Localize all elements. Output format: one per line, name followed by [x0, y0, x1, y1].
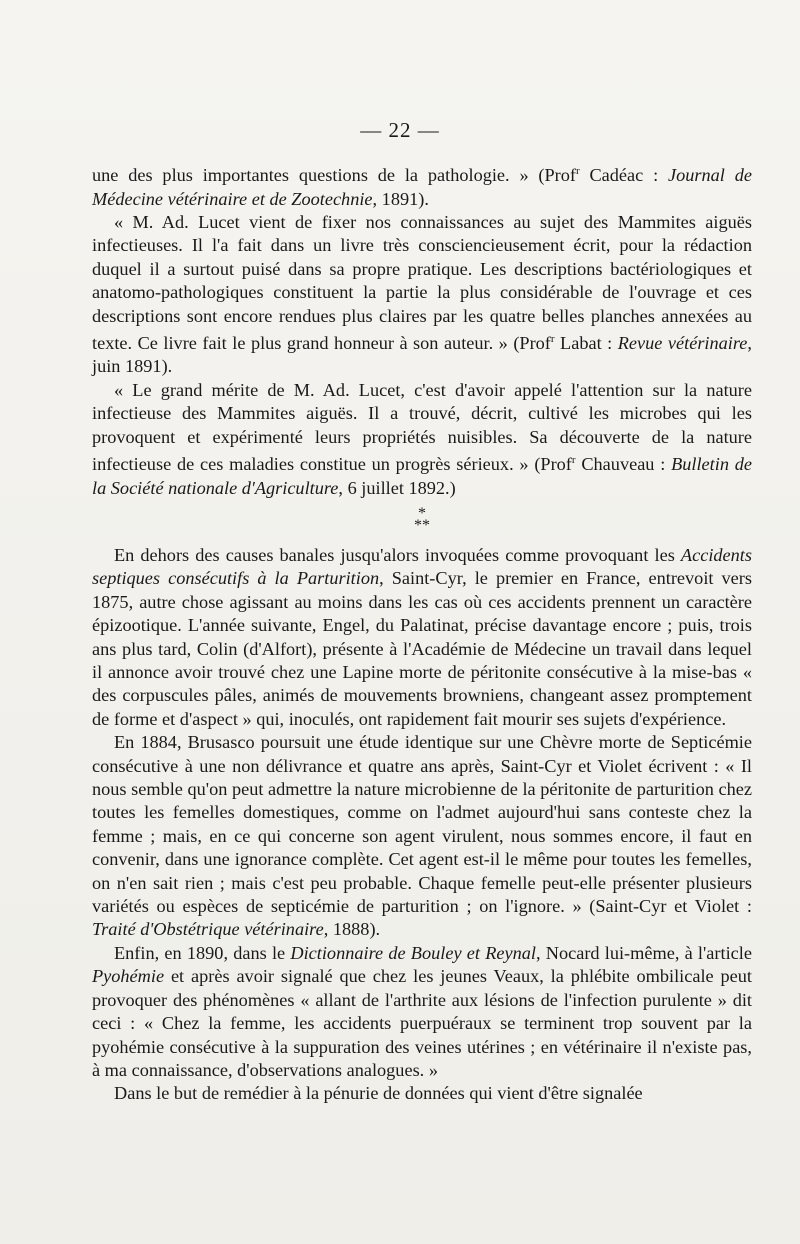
paragraph-nocard [92, 942, 752, 1082]
superscript: r [571, 454, 576, 467]
paragraph-chauveau-quote [92, 379, 752, 500]
superscript: r [550, 332, 555, 345]
paragraph-closing [92, 1082, 752, 1105]
page-number: — 22 — [360, 118, 440, 142]
italic-title: Revue vétérinaire [617, 333, 748, 354]
italic-title: Journal de Médecine vétérinaire et de Zootechnie [92, 165, 752, 209]
italic-title: Pyohémie [92, 966, 165, 987]
text-run: , 1891). [372, 188, 429, 209]
text-run: Labat : [554, 333, 618, 354]
section-separator [92, 500, 752, 544]
body-text [92, 160, 752, 1106]
italic-title: Traité d'Obstétrique vétérinaire [92, 919, 324, 940]
text-run: Chauveau : [575, 454, 672, 475]
text-run: , Nocard lui-même, à l'article [535, 942, 752, 963]
text-run: Cadéac : [579, 165, 669, 186]
text-run: En dehors des causes banales jusqu'alors invoquées comme provoquant les [114, 544, 681, 565]
italic-title: Accidents septiques consécutifs à la Parturition [92, 544, 752, 589]
paragraph-accidents-septiques [92, 544, 752, 731]
text-run: , 1888). [323, 919, 381, 940]
text-run: , 6 juillet 1892.) [338, 477, 456, 498]
paragraph-labat-quote [92, 211, 752, 379]
text-run: , juin 1891). [92, 333, 752, 377]
text-run: une des plus importantes questions de la pathologie. » (Prof [92, 165, 576, 186]
italic-title: Dictionnaire de Bouley et Reynal [290, 942, 536, 963]
text-run: « M. Ad. Lucet vient de fixer nos connaissances au sujet des Mammites aiguës infectieuses. Il l'a fait dans un livre très consciencieusement écrit, pour la rédaction duquel il a surtout puisé dans sa propre pratique. Les descriptions bactériologiques et anatomo-pathologiques constituent la partie la plus considérable de l'ouvrage et ces descriptions sont encore rendues plus claires par les quatre belles planches annexées au texte. Ce livre fait le plus grand honneur à son auteur. » (Prof [92, 211, 752, 354]
paragraph-brusasco [92, 731, 752, 942]
text-run: Dans le but de remédier à la pénurie de données qui vient d'être signalée [114, 1083, 643, 1104]
italic-title: Bulletin de la Société nationale d'Agriculture [92, 454, 752, 498]
text-run: Enfin, en 1890, dans le [114, 942, 291, 963]
paragraph-cadeac-quote [92, 160, 752, 211]
text-run: « Le grand mérite de M. Ad. Lucet, c'est d'avoir appelé l'attention sur la nature infectieuse des Mammites aiguës. Il a trouvé, décrit, cultivé les microbes qui les provoquent et expérimenté leurs propriétés nuisibles. Sa découverte de la nature infectieuse de ces maladies constitue un progrès sérieux. » (Prof [92, 379, 752, 475]
text-run: En 1884, Brusasco poursuit une étude identique sur une Chèvre morte de Septicémie consécutive à une non délivrance et quatre ans après, Saint-Cyr et Violet écrivent : « Il nous semble qu'on peut admettre la nature microbienne de la péritonite de parturition chez toutes les femelles domestiques, comme on l'admet aujourd'hui sans conteste chez la femme ; mais, en ce qui concerne son agent virulent, nous sommes encore, il faut en convenir, dans une ignorance complète. Cet agent est-il le même pour toutes les femelles, on n'en sait rien ; mais c'est peu probable. Chaque femelle peut-elle présenter plusieurs variétés ou espèces de septicémie de parturition ; on l'ignore. » (Saint-Cyr et Violet : [92, 732, 752, 917]
superscript: r [575, 165, 580, 177]
separator-stars-bottom: ** [414, 516, 430, 534]
text-run: , Saint-Cyr, le premier en France, entrevoit vers 1875, autre chose agissant au moins dans les cas où ces accidents prennent un caractère épizootique. L'année suivante, Engel, du Palatinat, précise davantage encore ; puis, trois ans plus tard, Colin (d'Alfort), présente à l'Académie de Médecine un travail dans lequel il annonce avoir trouvé chez une Lapine morte de péritonite consécutive à la mise-bas « des corpuscules pâles, animés de mouvements browniens, changeant assez promptement de forme et d'aspect » qui, inoculés, ont rapidement fait mourir ses sujets d'expérience. [92, 568, 752, 729]
text-run: et après avoir signalé que chez les jeunes Veaux, la phlébite ombilicale peut provoquer des phénomènes « allant de l'arthrite aux lésions de l'infection purulente » dit ceci : « Chez la femme, les accidents puerpuéraux se terminent trop souvent par la pyohémie consécutive à la suppuration des veines utérines ; en vétérinaire il n'existe pas, à ma connaissance, d'observations analogues. » [92, 966, 752, 1080]
separator-star-top: * [418, 504, 426, 522]
